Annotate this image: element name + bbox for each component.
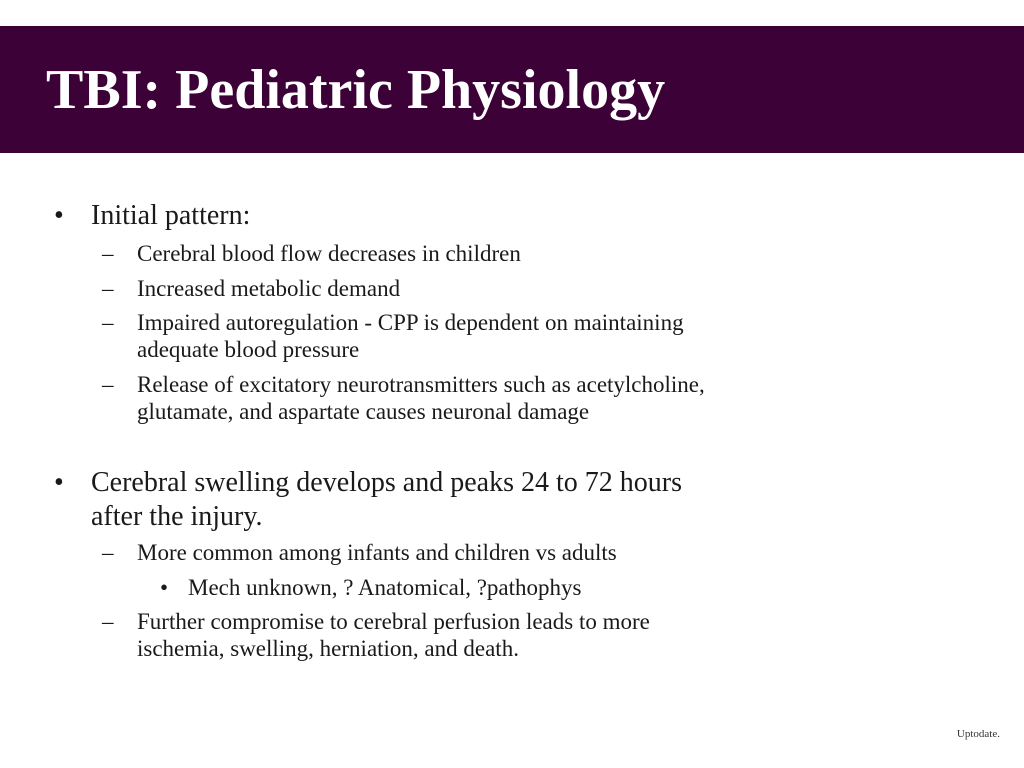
bullet-marker: • [54, 467, 64, 498]
sub-item-text: Increased metabolic demand [137, 276, 401, 301]
bullet-text-line: Cerebral swelling develops and peaks 24 to 72 hours [91, 467, 682, 498]
dash-marker: – [102, 609, 114, 634]
bullet-text-line: after the injury. [91, 501, 263, 532]
dash-marker: – [102, 241, 114, 266]
sub-item [102, 539, 617, 566]
sub-item [102, 371, 705, 425]
sub-item-text-line: Release of excitatory neurotransmitters such as acetylcholine, [137, 372, 705, 397]
sub-item [102, 608, 650, 662]
sub-item [102, 240, 521, 267]
slide-title: TBI: Pediatric Physiology [46, 59, 666, 121]
sub-item-text-line: adequate blood pressure [137, 337, 360, 362]
bullet-text: Initial pattern: [91, 200, 251, 231]
dash-marker: – [102, 372, 114, 397]
sub-item-text: More common among infants and children vs adults [137, 540, 617, 565]
sub-item [102, 309, 684, 363]
sub-sub-item [160, 574, 581, 601]
dash-marker: – [102, 540, 114, 565]
sub-sub-item-text: Mech unknown, ? Anatomical, ?pathophys [188, 575, 582, 600]
dash-marker: – [102, 276, 114, 301]
source-footnote: Uptodate. [956, 728, 1000, 740]
sub-item-text-line: glutamate, and aspartate causes neuronal damage [137, 399, 590, 424]
sub-item-text-line: Impaired autoregulation - CPP is dependent on maintaining [137, 310, 684, 335]
sub-item-text-line: ischemia, swelling, herniation, and death. [137, 636, 519, 661]
bullet-item [54, 199, 250, 233]
bullet-item [54, 466, 682, 534]
dash-marker: – [102, 310, 114, 335]
sub-item-text: Cerebral blood flow decreases in children [137, 241, 521, 266]
sub-item [102, 275, 400, 302]
sub-item-text-line: Further compromise to cerebral perfusion leads to more [137, 609, 650, 634]
bullet-marker: • [160, 575, 169, 600]
bullet-marker: • [54, 200, 64, 231]
